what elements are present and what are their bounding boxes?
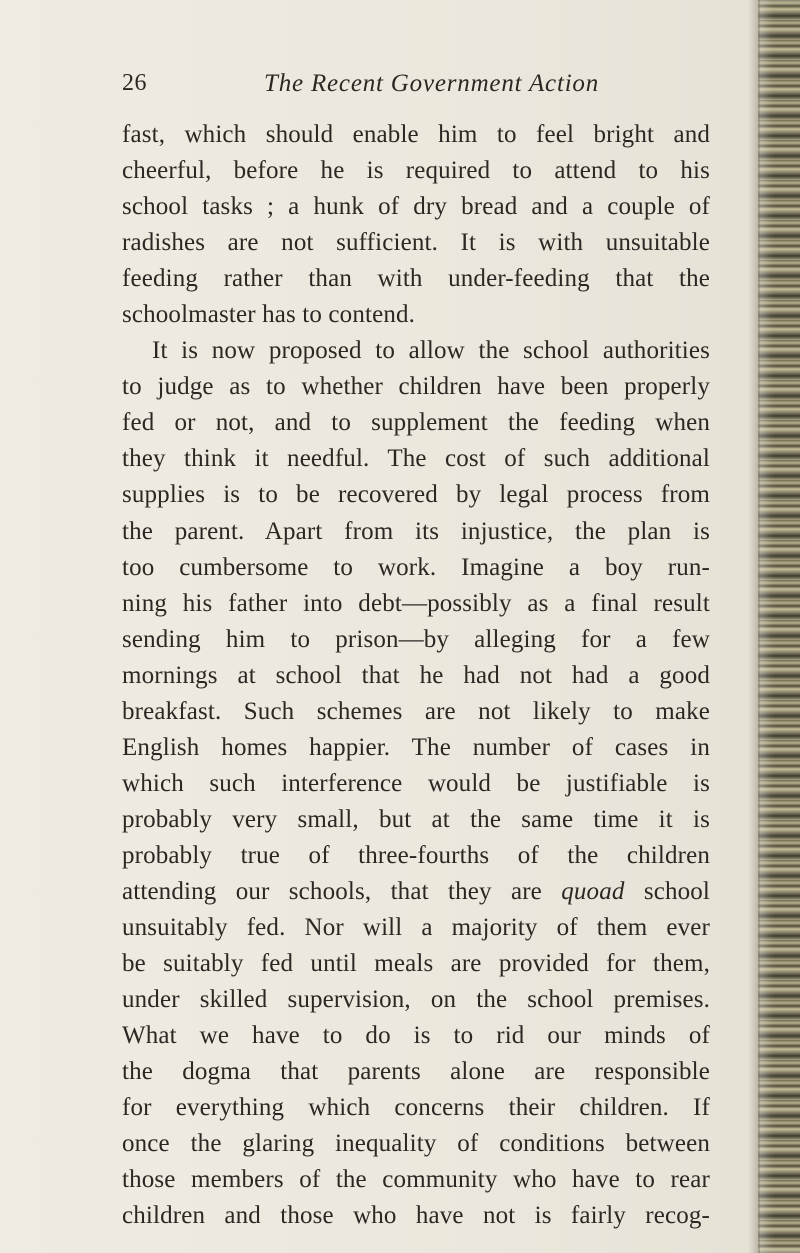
text-line: the parent. Apart from its injustice, the plan is [122,517,710,545]
running-head: The Recent Government Action [264,70,600,97]
text-line: under skilled supervision, on the school premises. [122,986,710,1014]
text-line: fast, which should enable him to feel bright and [122,121,710,148]
text-line: too cumbersome to work. Imagine a boy run- [122,553,710,581]
text-line: English homes happier. The number of cases in [122,733,710,761]
text-line: It is now proposed to allow the school authorities [152,337,710,365]
text-line: What we have to do is to rid our minds of [122,1022,710,1050]
text-segment: school [624,877,710,905]
text-line: probably very small, but at the same time it is [122,805,710,833]
text-line-with-italic [122,874,710,910]
text-line: sending him to prison—by alleging for a few [122,625,710,653]
text-line: fed or not, and to supplement the feeding when [122,409,710,437]
italic-word: quoad [561,877,625,905]
text-line: mornings at school that he had not had a good [122,661,710,689]
text-line: schoolmaster has to contend. [122,301,416,329]
text-line: they think it needful. The cost of such additional [122,445,710,473]
text-line: unsuitably fed. Nor will a majority of them ever [122,914,710,942]
text-line: to judge as to whether children have been properly [122,373,710,401]
text-line: probably true of three-fourths of the children [122,841,710,869]
text-line: feeding rather than with under-feeding that the [122,265,710,293]
text-line: those members of the community who have to rear [122,1166,710,1194]
text-line: ning his father into debt—possibly as a final result [122,589,710,617]
text-line: the dogma that parents alone are responsible [122,1058,710,1086]
text-line: breakfast. Such schemes are not likely to make [122,697,710,725]
text-line: school tasks ; a hunk of dry bread and a couple of [122,193,710,221]
text-line: children and those who have not is fairly recog- [122,1202,710,1230]
text-line: once the glaring inequality of conditions between [122,1130,710,1158]
text-line: for everything which concerns their children. If [122,1094,710,1122]
text-line: which such interference would be justifiable is [122,769,710,797]
text-segment: attending our schools, that they are [122,877,562,905]
page-header [122,70,762,110]
text-line: be suitably fed until meals are provided for them, [122,950,710,978]
text-line: cheerful, before he is required to attend to his [122,157,710,185]
page-number: 26 [122,70,147,96]
text-line: radishes are not sufficient. It is with unsuitable [122,229,710,257]
body-text [122,117,710,1234]
page-binding-edge [758,0,800,1253]
text-line: supplies is to be recovered by legal process from [122,481,710,509]
